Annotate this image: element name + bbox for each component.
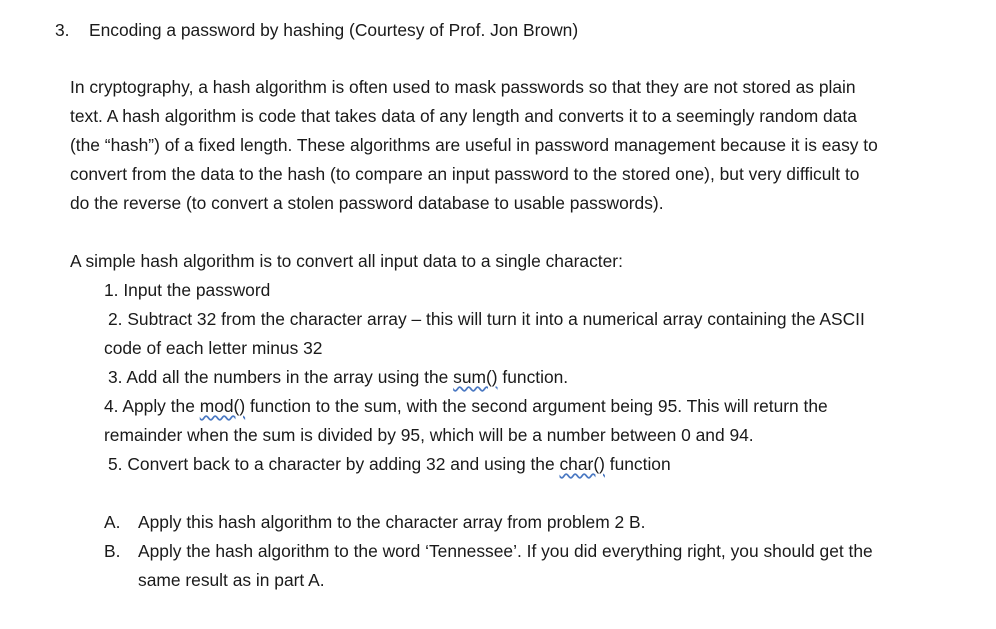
part-a-letter: A. — [104, 512, 121, 532]
step-4-line-2: remainder when the sum is divided by 95, which will be a number between 0 and 94. — [104, 425, 754, 445]
part-b — [104, 537, 974, 566]
intro-paragraph — [70, 73, 965, 218]
step-4 — [104, 392, 964, 421]
sum-function-ref: sum() — [453, 367, 498, 387]
step-3 — [104, 363, 964, 392]
part-b-letter: B. — [104, 541, 121, 561]
part-b-continuation: same result as in part A. — [138, 570, 325, 590]
intro-line: convert from the data to the hash (to compare an input password to the stored one), but very difficult to — [70, 164, 860, 184]
question-number: 3. — [55, 20, 70, 40]
step-5 — [104, 450, 964, 479]
step-4-text: 4. Apply the — [104, 396, 200, 416]
question-heading — [55, 16, 578, 45]
part-a — [104, 508, 974, 537]
step-3-text-end: function. — [497, 367, 569, 387]
step-5-text-end: function — [604, 454, 671, 474]
char-function-ref: char() — [559, 454, 605, 474]
step-4-text-end: function to the sum, with the second argument being 95. This will return the — [245, 396, 828, 416]
intro-line: In cryptography, a hash algorithm is often used to mask passwords so that they are not stored as plain — [70, 77, 856, 97]
intro-line: (the “hash”) of a fixed length. These algorithms are useful in password management because it is easy to — [70, 135, 878, 155]
step-3-text: 3. Add all the numbers in the array using the — [108, 367, 454, 387]
question-title: Encoding a password by hashing (Courtesy of Prof. Jon Brown) — [89, 20, 579, 40]
algorithm-steps — [104, 276, 964, 479]
question-parts — [104, 508, 974, 595]
step-1: 1. Input the password — [104, 280, 271, 300]
algorithm-intro: A simple hash algorithm is to convert all input data to a single character: — [70, 251, 623, 271]
step-2-line-2: code of each letter minus 32 — [104, 338, 323, 358]
intro-line: text. A hash algorithm is code that takes data of any length and converts it to a seemingly random data — [70, 106, 857, 126]
mod-function-ref: mod() — [199, 396, 246, 416]
intro-line: do the reverse (to convert a stolen password database to usable passwords). — [70, 193, 664, 213]
step-5-text: 5. Convert back to a character by adding 32 and using the — [108, 454, 560, 474]
part-b-text: Apply the hash algorithm to the word ‘Tennessee’. If you did everything right, you should get the — [138, 541, 873, 561]
part-a-text: Apply this hash algorithm to the character array from problem 2 B. — [138, 512, 646, 532]
step-2-line-1: 2. Subtract 32 from the character array – this will turn it into a numerical array containing the ASCII — [108, 309, 865, 329]
